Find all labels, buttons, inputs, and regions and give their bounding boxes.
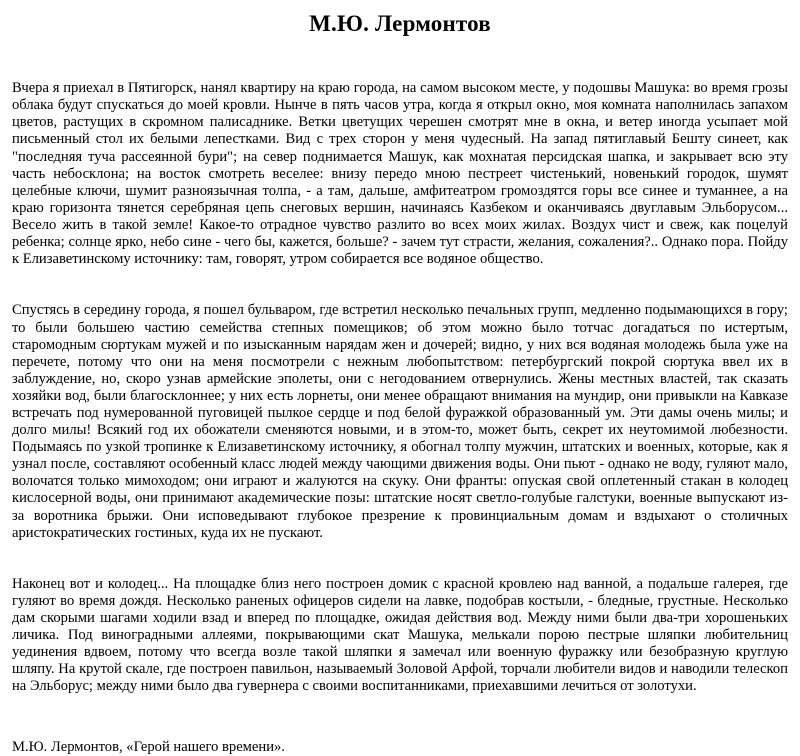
paragraph: Наконец вот и колодец... На площадке близ него построен домик с красной кровлею над ванной, а подальше галерея, где гуляют во время дождя. Несколько раненых офицеров сидели на лавке, подобрав костыли, - бледные, грустные. Несколько дам скорыми шагами ходили взад и вперед по площадке, ожидая действия вод. Между ними были два-три хорошеньких личика. Под виноградными аллеями, покрывающими скат Машука, мелькали порою пестрые шляпки любительниц уединения вдвоем, потому что всегда возле такой шляпки я замечал или военную фуражку или безобразную круглую шляпу. На крутой скале, где построен павильон, называемый Золовой Арфой, торчали любители видов и наводили телескоп на Эльборус; между ними было два гувернера с своими воспитанниками, приехавшими лечиться от золотухи. — [12, 575, 792, 695]
paragraph: Спустясь в середину города, я пошел бульваром, где встретил несколько печальных групп, медленно подымающихся в гору; то были большею частию семейства степных помещиков; об этом можно было тотчас догадаться по истертым, старомодным сюртукам мужей и по изысканным нарядам жен и дочерей; видно, у них вся водяная молодежь была уже на перечете, потому что они на меня посмотрели с нежным любопытством: петербургский покрой сюртука ввел их в заблуждение, но, скоро узнав армейские эполеты, они с негодованием отвернулись. Жены местных властей, так сказать хозяйки вод, были благосклоннее; у них есть лорнеты, они менее обращают внимания на мундир, они привыкли на Кавказе встречать под нумерованной пуговицей пылкое сердце и под белой фуражкой образованный ум. Эти дамы очень милы; и долго милы! Всякий год их обожатели сменяются новыми, и в этом-то, может быть, секрет их неутомимой любезности. Подымаясь по узкой тропинке к Елизаветинскому источнику, я обогнал толпу мужчин, штатских и военных, которые, как я узнал после, составляют особенный класс людей между чающими движения воды. Они пьют - однако не воду, гуляют мало, волочатся только мимоходом; они играют и жалуются на скуку. Они франты: опуская свой оплетенный стакан в колодец кислосерной воды, они принимают академические позы: штатские носят светло-голубые галстуки, военные выпускают из-за воротника брыжи. Они исповедывают глубокое презрение к провинциальным домам и вздыхают о столичных аристократических гостиных, куда их не пускают. — [12, 302, 792, 541]
page-title: М.Ю. Лермонтов — [309, 11, 491, 36]
paragraph: Вчера я приехал в Пятигорск, нанял квартиру на краю города, на самом высоком месте, у подошвы Машука: во время грозы облака будут спускаться до моей кровли. Нынче в пять часов утра, когда я открыл окно, моя комната наполнилась запахом цветов, растущих в скромном палисаднике. Ветки цветущих черешен смотрят мне в окна, и ветер иногда усыпает мой письменный стол их белыми лепестками. Вид с трех сторон у меня чудесный. На запад пятиглавый Бешту синеет, как "последняя туча рассеянной бури"; на север поднимается Машук, как мохнатая персидская шапка, и закрывает всю эту часть небосклона; на восток смотреть веселее: внизу передо мною пестреет чистенький, новенький городок, шумят целебные ключи, шумит разноязычная толпа, - а там, дальше, амфитеатром громоздятся горы все синее и туманнее, а на краю горизонта тянется серебряная цепь снеговых вершин, начинаясь Казбеком и оканчиваясь двуглавым Эльборусом... Весело жить в такой земле! Какое-то отрадное чувство разлито во всех моих жилах. Воздух чист и свеж, как поцелуй ребенка; солнце ярко, небо сине - чего бы, кажется, больше? - зачем тут страсти, желания, сожаления?.. Однако пора. Пойду к Елизаветинскому источнику: там, говорят, утром собирается все водяное общество. — [12, 80, 792, 268]
document-body — [12, 46, 792, 730]
source-caption: М.Ю. Лермонтов, «Герой нашего времени». — [12, 738, 285, 755]
